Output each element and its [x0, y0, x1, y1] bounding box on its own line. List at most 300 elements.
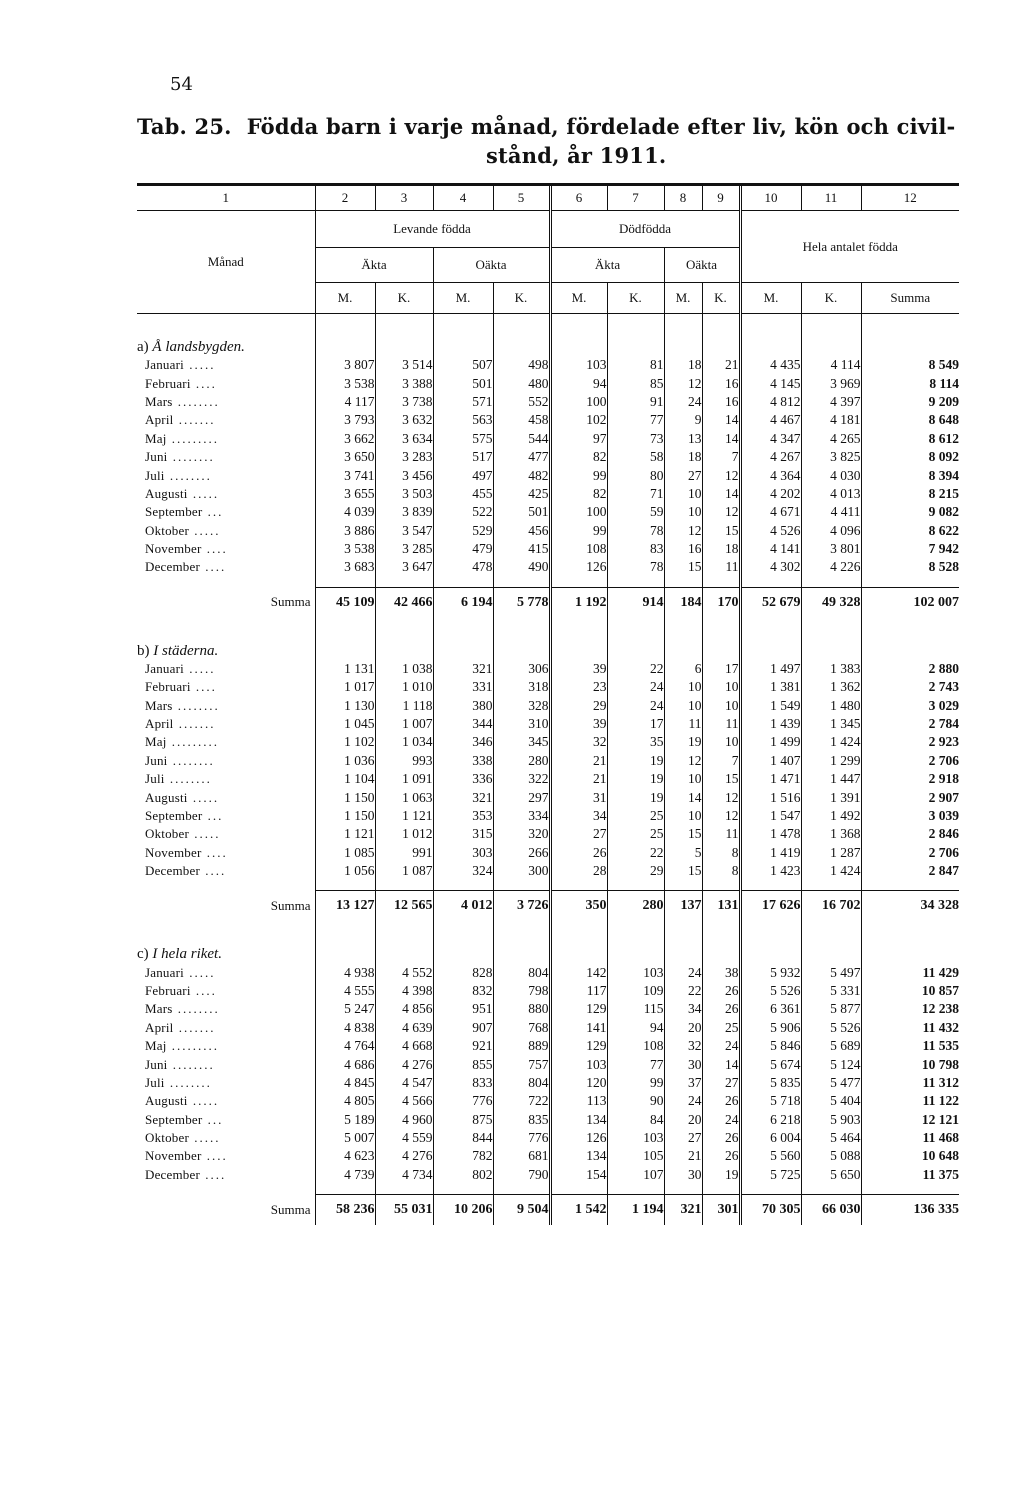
month-name: [137, 696, 315, 714]
data-cell: 126: [550, 1129, 607, 1147]
empty-cell: [740, 314, 801, 357]
month-label: Maj: [145, 734, 167, 750]
month-name: [137, 1111, 315, 1129]
data-cell: 12: [702, 503, 740, 521]
empty-cell: [702, 314, 740, 357]
leader-dots: .......: [173, 716, 216, 732]
table-row: [137, 788, 959, 806]
data-cell: 5 846: [740, 1037, 801, 1055]
data-cell: 1 368: [801, 825, 861, 843]
data-cell: 3 650: [315, 448, 375, 466]
data-cell: 1 424: [801, 862, 861, 880]
data-cell: 1 056: [315, 862, 375, 880]
empty-cell: [740, 577, 801, 588]
data-cell: 15: [702, 522, 740, 540]
data-cell: 4 226: [801, 558, 861, 576]
data-cell: 22: [607, 844, 664, 862]
data-cell: 6 004: [740, 1129, 801, 1147]
data-cell: 108: [550, 540, 607, 558]
data-cell: 4 555: [315, 982, 375, 1000]
data-cell: 1 091: [375, 770, 433, 788]
table-body: [137, 314, 959, 1226]
data-cell: 478: [433, 558, 493, 576]
month-name: [137, 770, 315, 788]
data-cell: 14: [702, 1055, 740, 1073]
data-cell: 39: [550, 660, 607, 678]
data-cell: 4 039: [315, 503, 375, 521]
data-cell: 82: [550, 485, 607, 503]
data-cell: 39: [550, 715, 607, 733]
data-cell: 3 647: [375, 558, 433, 576]
month-name: [137, 356, 315, 374]
data-cell: 321: [433, 660, 493, 678]
month-name: [137, 1037, 315, 1055]
data-cell: 1 499: [740, 733, 801, 751]
data-cell: 306: [493, 660, 550, 678]
leader-dots: .....: [189, 522, 221, 538]
section-title: I städerna.: [153, 642, 219, 659]
empty-cell: [607, 880, 664, 891]
data-cell: 16: [702, 374, 740, 392]
sum-row: [137, 587, 959, 618]
month-label: Augusti: [145, 1093, 188, 1109]
leader-dots: .....: [189, 826, 221, 842]
data-cell: 833: [433, 1074, 493, 1092]
data-cell: 32: [550, 733, 607, 751]
empty-cell: [664, 921, 702, 963]
data-cell: 1 087: [375, 862, 433, 880]
data-cell: 4 114: [801, 356, 861, 374]
empty-cell: [702, 1184, 740, 1195]
column-number: 7: [607, 186, 664, 211]
data-cell: 4 845: [315, 1074, 375, 1092]
empty-cell: [702, 880, 740, 891]
data-cell: 59: [607, 503, 664, 521]
data-cell: 480: [493, 374, 550, 392]
empty-cell: [664, 1184, 702, 1195]
table-row: [137, 466, 959, 484]
data-cell: 3 283: [375, 448, 433, 466]
data-cell: 345: [493, 733, 550, 751]
column-number: 6: [550, 186, 607, 211]
data-cell: 2 918: [861, 770, 959, 788]
data-cell: 320: [493, 825, 550, 843]
sum-cell: 13 127: [315, 891, 375, 922]
data-cell: 790: [493, 1166, 550, 1184]
data-cell: 2 847: [861, 862, 959, 880]
data-cell: 5 650: [801, 1166, 861, 1184]
data-cell: 804: [493, 963, 550, 981]
month-label: Maj: [145, 430, 167, 446]
data-cell: 18: [664, 356, 702, 374]
data-cell: 24: [702, 1037, 740, 1055]
empty-cell: [315, 314, 375, 357]
leader-dots: .....: [183, 357, 216, 373]
empty-cell: [664, 618, 702, 660]
data-cell: 100: [550, 393, 607, 411]
data-cell: 10: [702, 733, 740, 751]
data-cell: 9 082: [861, 503, 959, 521]
data-cell: 5 124: [801, 1055, 861, 1073]
month-name: [137, 1166, 315, 1184]
table-row: [137, 1092, 959, 1110]
empty-cell: [861, 618, 959, 660]
data-cell: 11: [702, 825, 740, 843]
data-cell: 10: [702, 696, 740, 714]
data-cell: 315: [433, 825, 493, 843]
spacer-row: [137, 577, 959, 588]
section-title: Å landsbygden.: [152, 339, 245, 355]
data-cell: 4 764: [315, 1037, 375, 1055]
data-cell: 18: [664, 448, 702, 466]
sum-label: Summa: [270, 1201, 311, 1217]
data-cell: 1 017: [315, 678, 375, 696]
data-cell: 26: [702, 982, 740, 1000]
sum-cell: 66 030: [801, 1195, 861, 1226]
data-cell: 21: [550, 770, 607, 788]
data-cell: 5 331: [801, 982, 861, 1000]
column-number: 9: [702, 186, 740, 211]
empty-cell: [315, 880, 375, 891]
data-cell: 103: [550, 1055, 607, 1073]
data-cell: 456: [493, 522, 550, 540]
data-cell: 94: [550, 374, 607, 392]
data-cell: 109: [607, 982, 664, 1000]
month-label: April: [145, 1019, 174, 1035]
data-cell: 336: [433, 770, 493, 788]
data-cell: 4 435: [740, 356, 801, 374]
table-row: [137, 1055, 959, 1073]
data-cell: 1 419: [740, 844, 801, 862]
data-cell: 1 118: [375, 696, 433, 714]
data-cell: 1 104: [315, 770, 375, 788]
data-cell: 4 267: [740, 448, 801, 466]
data-cell: 8 092: [861, 448, 959, 466]
hela-header: Hela antalet födda: [740, 211, 959, 283]
month-label: Januari: [145, 964, 184, 980]
data-cell: 25: [607, 825, 664, 843]
data-cell: 844: [433, 1129, 493, 1147]
table-row: [137, 1019, 959, 1037]
data-cell: 1 439: [740, 715, 801, 733]
leader-dots: .....: [187, 789, 220, 805]
data-cell: 8: [702, 844, 740, 862]
data-cell: 4 526: [740, 522, 801, 540]
table-row: [137, 1000, 959, 1018]
data-cell: 4 960: [375, 1111, 433, 1129]
leader-dots: .........: [166, 430, 220, 446]
data-cell: 37: [664, 1074, 702, 1092]
empty-cell: [433, 618, 493, 660]
month-label: November: [145, 844, 202, 860]
empty-cell: [702, 618, 740, 660]
leader-dots: ........: [164, 467, 212, 483]
data-cell: 26: [702, 1092, 740, 1110]
data-cell: 1 150: [315, 807, 375, 825]
data-cell: 2 784: [861, 715, 959, 733]
month-name: [137, 660, 315, 678]
data-cell: 8 549: [861, 356, 959, 374]
data-cell: 1 383: [801, 660, 861, 678]
month-label: Mars: [145, 393, 173, 409]
summa-header: Summa: [861, 283, 959, 314]
empty-cell: [375, 577, 433, 588]
dodfodda-header: Dödfödda: [550, 211, 740, 248]
data-cell: 828: [433, 963, 493, 981]
data-cell: 5 526: [801, 1019, 861, 1037]
data-cell: 99: [607, 1074, 664, 1092]
data-cell: 7: [702, 752, 740, 770]
data-cell: 18: [702, 540, 740, 558]
month-name: [137, 558, 315, 576]
section-header-row: [137, 921, 959, 963]
data-cell: 490: [493, 558, 550, 576]
data-cell: 15: [664, 825, 702, 843]
data-cell: 129: [550, 1037, 607, 1055]
month-name: [137, 715, 315, 733]
data-cell: 1 131: [315, 660, 375, 678]
data-cell: 141: [550, 1019, 607, 1037]
empty-cell: [607, 618, 664, 660]
data-cell: 6 218: [740, 1111, 801, 1129]
data-cell: 8 612: [861, 430, 959, 448]
data-cell: 3 807: [315, 356, 375, 374]
empty-cell: [861, 880, 959, 891]
data-cell: 1 549: [740, 696, 801, 714]
data-cell: 10: [664, 485, 702, 503]
data-cell: 3 801: [801, 540, 861, 558]
data-cell: 4 805: [315, 1092, 375, 1110]
data-cell: 3 503: [375, 485, 433, 503]
table-row: [137, 660, 959, 678]
month-name: [137, 807, 315, 825]
data-cell: 126: [550, 558, 607, 576]
data-cell: 5 906: [740, 1019, 801, 1037]
data-cell: 4 411: [801, 503, 861, 521]
data-cell: 4 739: [315, 1166, 375, 1184]
data-cell: 322: [493, 770, 550, 788]
empty-cell: [493, 314, 550, 357]
data-cell: 324: [433, 862, 493, 880]
empty-cell: [493, 880, 550, 891]
data-cell: 5 088: [801, 1147, 861, 1165]
m-header: M.: [740, 283, 801, 314]
data-cell: 4 838: [315, 1019, 375, 1037]
leader-dots: .......: [173, 412, 216, 428]
sum-cell: 34 328: [861, 891, 959, 922]
data-cell: 24: [607, 696, 664, 714]
empty-cell: [861, 314, 959, 357]
empty-cell: [493, 618, 550, 660]
data-cell: 1 492: [801, 807, 861, 825]
month-label: Augusti: [145, 789, 188, 805]
data-cell: 26: [702, 1147, 740, 1165]
month-label: Augusti: [145, 485, 188, 501]
leader-dots: ........: [172, 697, 220, 713]
data-cell: 425: [493, 485, 550, 503]
data-cell: 8 215: [861, 485, 959, 503]
sum-cell: 58 236: [315, 1195, 375, 1226]
month-name: [137, 1129, 315, 1147]
data-cell: 522: [433, 503, 493, 521]
month-label: December: [145, 863, 201, 879]
table-row: [137, 963, 959, 981]
data-cell: 8 528: [861, 558, 959, 576]
empty-cell: [801, 577, 861, 588]
data-cell: 3 738: [375, 393, 433, 411]
empty-cell: [375, 880, 433, 891]
sum-cell: 184: [664, 587, 702, 618]
empty-cell: [315, 577, 375, 588]
table-row: [137, 752, 959, 770]
sum-cell: 321: [664, 1195, 702, 1226]
month-name: [137, 982, 315, 1000]
data-cell: 24: [664, 393, 702, 411]
empty-cell: [375, 314, 433, 357]
data-cell: 11: [664, 715, 702, 733]
data-cell: 3 285: [375, 540, 433, 558]
table-row: [137, 1074, 959, 1092]
leader-dots: ....: [190, 679, 217, 695]
sum-cell: 914: [607, 587, 664, 618]
data-cell: 19: [607, 770, 664, 788]
data-cell: 1 407: [740, 752, 801, 770]
data-cell: 14: [702, 485, 740, 503]
data-cell: 30: [664, 1166, 702, 1184]
data-cell: 501: [493, 503, 550, 521]
sum-cell: 1 194: [607, 1195, 664, 1226]
data-cell: 415: [493, 540, 550, 558]
empty-cell: [493, 1184, 550, 1195]
data-cell: 3 514: [375, 356, 433, 374]
data-cell: 4 117: [315, 393, 375, 411]
data-cell: 15: [702, 770, 740, 788]
data-cell: 8 394: [861, 466, 959, 484]
month-label: Maj: [145, 1038, 167, 1054]
data-cell: 3 538: [315, 374, 375, 392]
data-cell: 134: [550, 1111, 607, 1129]
leader-dots: ........: [164, 771, 212, 787]
data-cell: 58: [607, 448, 664, 466]
data-cell: 5 526: [740, 982, 801, 1000]
month-label: November: [145, 1148, 202, 1164]
empty-cell: [315, 1184, 375, 1195]
data-cell: 1 497: [740, 660, 801, 678]
table-title: [137, 112, 967, 170]
k-header: K.: [607, 283, 664, 314]
month-name: [137, 448, 315, 466]
data-cell: 21: [664, 1147, 702, 1165]
data-cell: 5 477: [801, 1074, 861, 1092]
leader-dots: ........: [167, 752, 215, 768]
data-cell: 5 835: [740, 1074, 801, 1092]
data-cell: 280: [493, 752, 550, 770]
data-cell: 4 856: [375, 1000, 433, 1018]
data-cell: 100: [550, 503, 607, 521]
data-cell: 17: [702, 660, 740, 678]
sum-row: [137, 891, 959, 922]
month-name: [137, 862, 315, 880]
month-label: Juli: [145, 771, 165, 787]
data-cell: 855: [433, 1055, 493, 1073]
leader-dots: .........: [166, 734, 220, 750]
empty-cell: [315, 618, 375, 660]
data-cell: 5 877: [801, 1000, 861, 1018]
table-row: [137, 807, 959, 825]
data-cell: 14: [664, 788, 702, 806]
month-label: December: [145, 559, 201, 575]
data-cell: 4 276: [375, 1147, 433, 1165]
data-cell: 26: [550, 844, 607, 862]
data-cell: 338: [433, 752, 493, 770]
data-cell: 3 683: [315, 558, 375, 576]
leader-dots: ...: [202, 1111, 224, 1127]
data-cell: 13: [664, 430, 702, 448]
month-name: [137, 522, 315, 540]
empty-cell: [550, 921, 607, 963]
data-cell: 4 668: [375, 1037, 433, 1055]
data-cell: 4 623: [315, 1147, 375, 1165]
data-cell: 571: [433, 393, 493, 411]
data-cell: 353: [433, 807, 493, 825]
table-row: [137, 825, 959, 843]
data-cell: 11 312: [861, 1074, 959, 1092]
data-cell: 5 674: [740, 1055, 801, 1073]
empty-cell: [137, 577, 315, 588]
data-cell: 3 655: [315, 485, 375, 503]
data-cell: 9 209: [861, 393, 959, 411]
month-label: Oktober: [145, 826, 189, 842]
empty-cell: [550, 314, 607, 357]
data-cell: 782: [433, 1147, 493, 1165]
column-number: 12: [861, 186, 959, 211]
month-label: September: [145, 808, 203, 823]
month-name: [137, 844, 315, 862]
empty-cell: [375, 921, 433, 963]
data-cell: 802: [433, 1166, 493, 1184]
data-cell: 82: [550, 448, 607, 466]
page-number: 54: [170, 74, 193, 95]
data-cell: 1 471: [740, 770, 801, 788]
k-header: K.: [493, 283, 550, 314]
empty-cell: [493, 577, 550, 588]
levande-header: Levande födda: [315, 211, 550, 248]
data-cell: 1 034: [375, 733, 433, 751]
data-cell: 951: [433, 1000, 493, 1018]
data-cell: 991: [375, 844, 433, 862]
data-cell: 14: [702, 430, 740, 448]
month-name: [137, 1055, 315, 1073]
month-label: Juni: [145, 752, 168, 768]
sum-cell: 55 031: [375, 1195, 433, 1226]
data-cell: 1 038: [375, 660, 433, 678]
data-cell: 4 812: [740, 393, 801, 411]
month-name: [137, 1074, 315, 1092]
table-row: [137, 503, 959, 521]
data-cell: 73: [607, 430, 664, 448]
leader-dots: ....: [200, 559, 227, 575]
data-cell: 1 121: [315, 825, 375, 843]
month-name: [137, 733, 315, 751]
data-cell: 12: [664, 752, 702, 770]
empty-cell: [550, 577, 607, 588]
data-cell: 142: [550, 963, 607, 981]
data-cell: 94: [607, 1019, 664, 1037]
data-cell: 3 825: [801, 448, 861, 466]
month-name: [137, 678, 315, 696]
data-cell: 11 375: [861, 1166, 959, 1184]
k-header: K.: [375, 283, 433, 314]
